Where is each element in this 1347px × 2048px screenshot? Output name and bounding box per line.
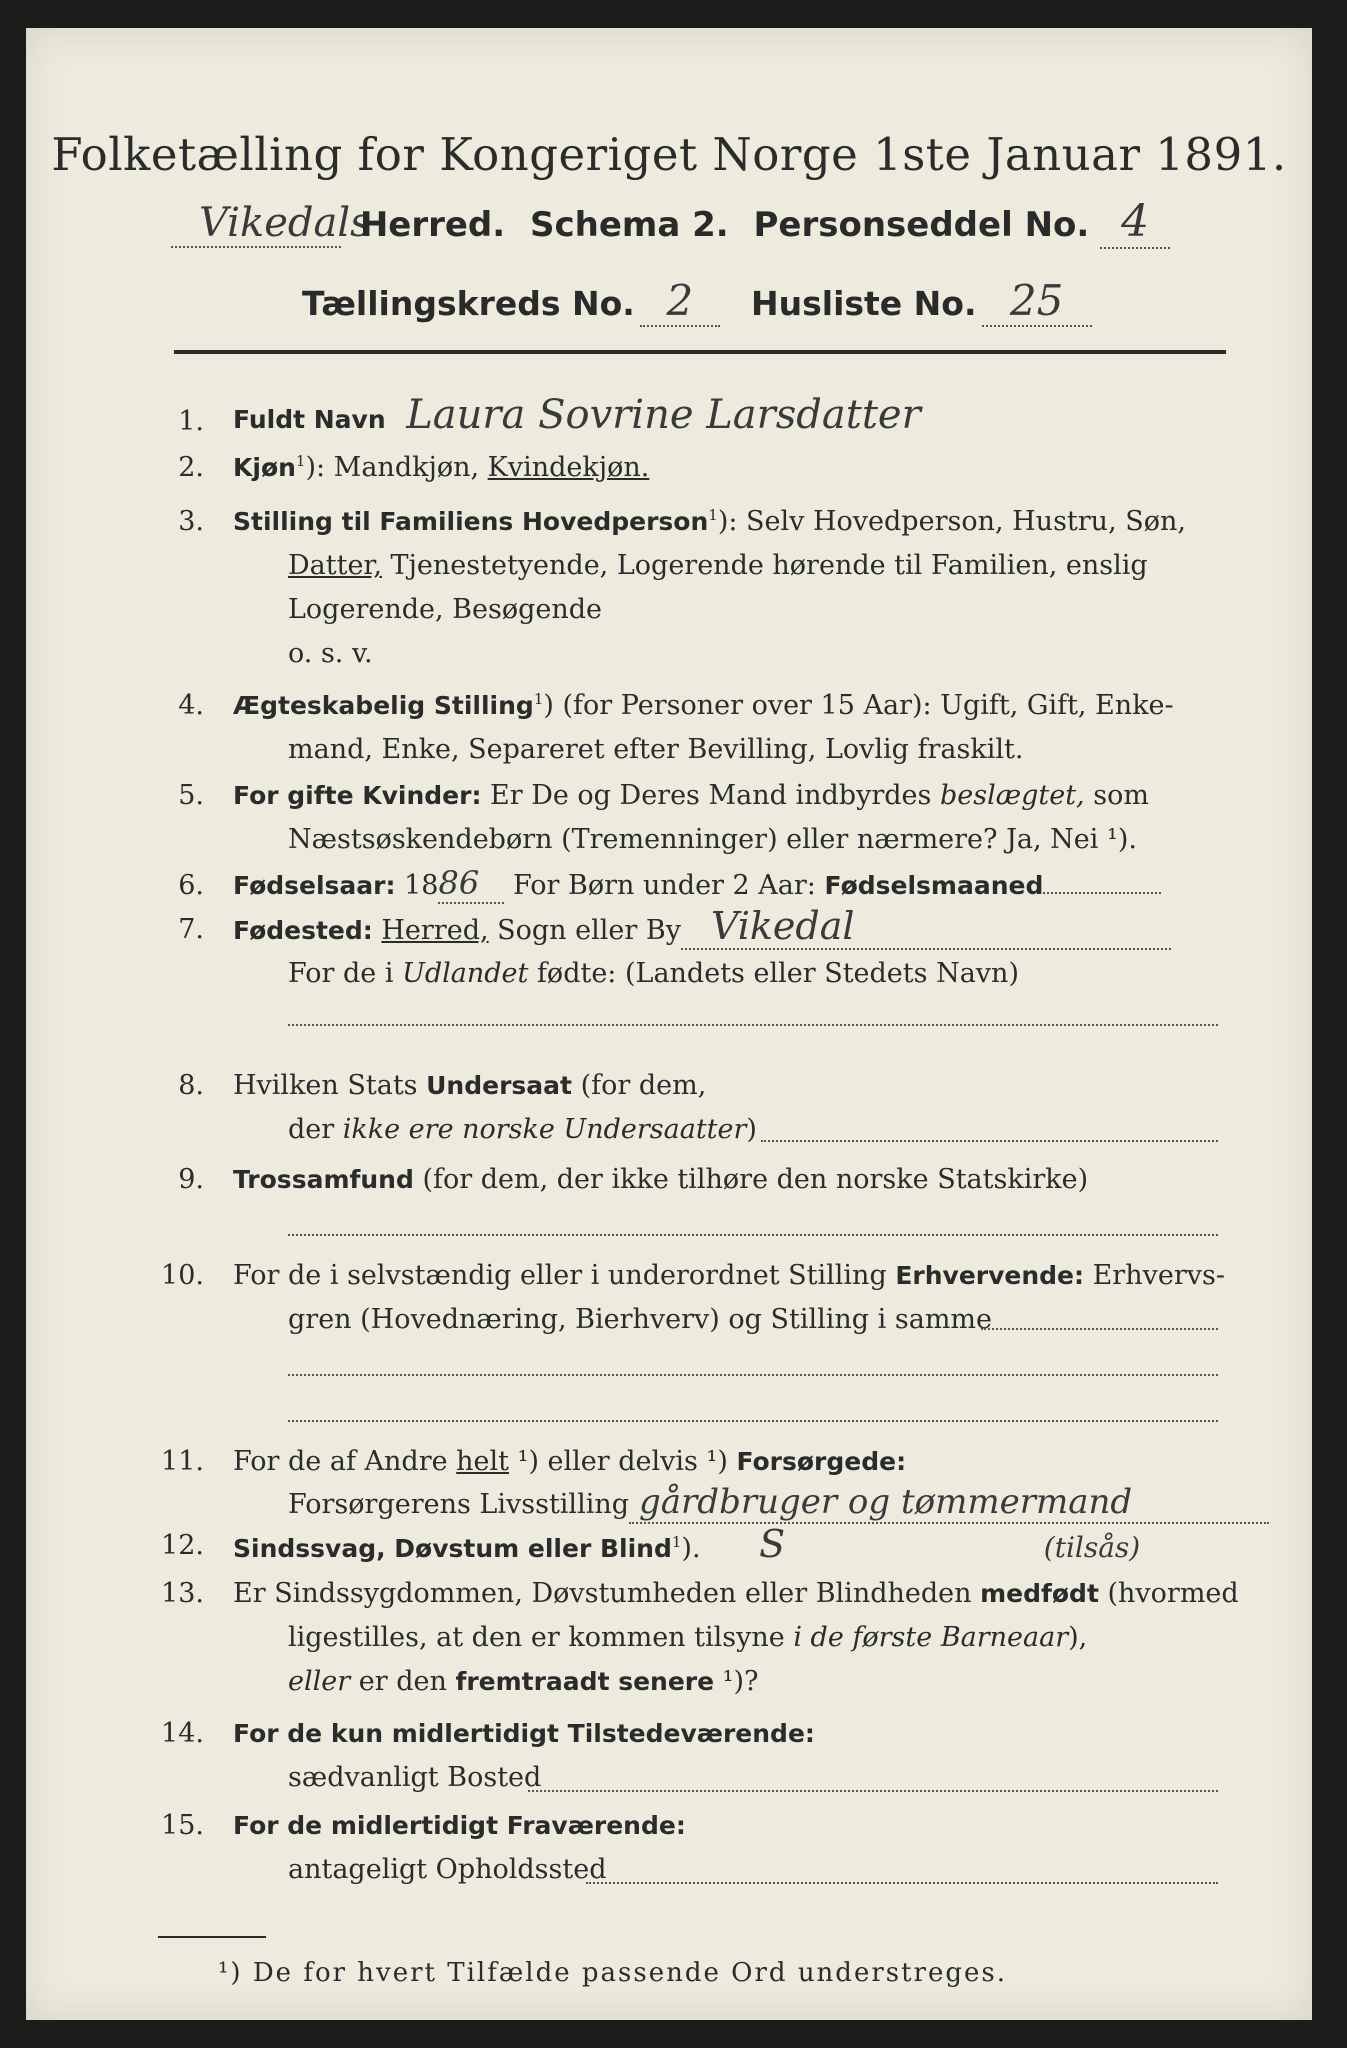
kreds-label: Tællingskreds No. bbox=[302, 284, 635, 323]
item-7-value: Vikedal bbox=[681, 904, 1171, 950]
item-7-number: 7. bbox=[178, 914, 204, 945]
item-7-line2-a: For de i bbox=[288, 958, 403, 989]
item-6-value: 86 bbox=[438, 864, 504, 904]
item-11-line1 bbox=[233, 1446, 906, 1477]
item-1-number: 1. bbox=[178, 406, 204, 437]
item-13-line1-a: Er Sindssygdommen, Døvstumheden eller Blindheden bbox=[233, 1578, 981, 1609]
item-7-label: Fødested: bbox=[233, 916, 373, 945]
item-6-birthyear bbox=[233, 864, 1161, 904]
item-3-line1 bbox=[233, 506, 1186, 537]
herred-row bbox=[171, 196, 1170, 249]
item-6-label2: Fødselsmaaned bbox=[824, 871, 1044, 900]
husliste-value: 25 bbox=[982, 276, 1092, 327]
item-3-line2-text: Tjenestetyende, Logerende hørende til Familien, enslig bbox=[381, 550, 1148, 581]
item-3-line2 bbox=[288, 550, 1148, 581]
item-7-birthplace bbox=[233, 904, 1171, 950]
item-9-line1-text: (for dem, der ikke tilhøre den norske Statskirke) bbox=[413, 1164, 1089, 1195]
kreds-row bbox=[302, 276, 1092, 327]
item-15-line2: antageligt Opholdssted bbox=[288, 1854, 607, 1885]
item-12-line1 bbox=[233, 1522, 1140, 1566]
item-10-dotline-b bbox=[288, 1374, 1218, 1376]
item-3-line1-text: ): Selv Hovedperson, Hustru, Søn, bbox=[717, 506, 1186, 537]
schema-label: Schema 2. bbox=[530, 205, 729, 245]
item-13-line3-i: eller bbox=[288, 1666, 351, 1697]
item-6-fill bbox=[1043, 872, 1161, 894]
item-6-prefix: 18 bbox=[395, 870, 439, 901]
item-9-number: 9. bbox=[178, 1164, 204, 1195]
item-15-dotline bbox=[586, 1882, 1218, 1884]
item-8-line2 bbox=[288, 1114, 757, 1145]
item-14-line2: sædvanligt Bosted bbox=[288, 1762, 542, 1793]
item-5-line1 bbox=[233, 780, 1149, 811]
item-11-line1-a: For de af Andre bbox=[233, 1446, 457, 1477]
item-13-line1 bbox=[233, 1578, 1239, 1609]
item-10-line1 bbox=[233, 1260, 1225, 1291]
item-4-sup: 1 bbox=[533, 690, 544, 708]
herred-label: Herred. bbox=[359, 205, 506, 245]
footnote: ¹) De for hvert Tilfælde passende Ord understreges. bbox=[218, 1958, 1008, 1988]
item-7-line2 bbox=[288, 958, 1019, 989]
item-1-label: Fuldt Navn bbox=[233, 405, 386, 434]
item-12-value: S bbox=[759, 1522, 786, 1566]
item-6-label: Fødselsaar: bbox=[233, 871, 396, 900]
item-13-label: medfødt bbox=[980, 1579, 1099, 1608]
item-5-line1-i: beslægtet, bbox=[939, 780, 1085, 811]
personseddel-value: 4 bbox=[1100, 196, 1170, 249]
item-2-number: 2. bbox=[178, 452, 204, 483]
header-rule bbox=[174, 350, 1226, 354]
item-6-rest: For Børn under 2 Aar: bbox=[504, 870, 825, 901]
item-13-label2: fremtraadt senere bbox=[455, 1667, 715, 1696]
item-10-line2: gren (Hovednæring, Bierhverv) og Stilling i samme bbox=[288, 1304, 993, 1335]
item-2-text-b: Kvindekjøn. bbox=[487, 452, 650, 483]
item-7-line2-b: fødte: (Landets eller Stedets Navn) bbox=[528, 958, 1019, 989]
item-4-line1 bbox=[233, 690, 1174, 721]
item-6-number: 6. bbox=[178, 870, 204, 901]
item-7-herred: Herred, bbox=[381, 915, 489, 946]
item-11-helt: helt bbox=[456, 1446, 510, 1477]
item-7-dotline bbox=[288, 1024, 1218, 1026]
item-8-dotline bbox=[761, 1140, 1218, 1142]
item-11-line2 bbox=[288, 1482, 1269, 1524]
item-8-line1-a: Hvilken Stats bbox=[233, 1070, 427, 1101]
item-10-line1-a: For de i selvstændig eller i underordnet Stilling bbox=[233, 1260, 896, 1291]
item-5-line2: Næstsøskendebørn (Tremenninger) eller nærmere? Ja, Nei ¹). bbox=[288, 824, 1137, 855]
footnote-rule bbox=[158, 1936, 266, 1938]
kreds-value: 2 bbox=[640, 276, 720, 327]
item-1-value: Laura Sovrine Larsdatter bbox=[406, 392, 921, 438]
item-11-line1-b: ¹) eller delvis ¹) bbox=[509, 1446, 737, 1477]
item-12-label: Sindssvag, Døvstum eller Blind bbox=[233, 1534, 672, 1563]
item-11-value: gårdbruger og tømmermand bbox=[629, 1482, 1269, 1524]
item-2-sup: 1 bbox=[295, 452, 306, 470]
item-11-line2-text: Forsørgerens Livsstilling bbox=[288, 1489, 630, 1520]
item-13-line2-i: i de første Barneaar bbox=[793, 1622, 1069, 1653]
item-2-label: Kjøn bbox=[233, 453, 296, 482]
item-13-line1-b: (hvormed bbox=[1098, 1578, 1239, 1609]
item-3-line4: o. s. v. bbox=[288, 638, 373, 669]
item-15-number: 15. bbox=[161, 1810, 204, 1841]
item-1-name bbox=[233, 392, 921, 438]
item-10-dotline-c bbox=[288, 1420, 1218, 1422]
item-10-dotline-a bbox=[981, 1328, 1218, 1330]
item-2-text-a: ): Mandkjøn, bbox=[305, 452, 480, 483]
item-10-label: Erhvervende: bbox=[895, 1261, 1085, 1290]
form-title: Folketælling for Kongeriget Norge 1ste Januar 1891. bbox=[51, 128, 1287, 181]
item-12-note: (tilsås) bbox=[1043, 1531, 1141, 1564]
item-13-line2-b: ), bbox=[1068, 1622, 1088, 1653]
item-10-line1-b: Erhvervs- bbox=[1084, 1260, 1225, 1291]
item-15-label: For de midlertidigt Fraværende: bbox=[233, 1811, 686, 1840]
item-13-line2-a: ligestilles, at den er kommen tilsyne bbox=[288, 1622, 794, 1653]
item-5-line1-b: som bbox=[1084, 780, 1149, 811]
item-4-number: 4. bbox=[178, 690, 204, 721]
item-5-number: 5. bbox=[178, 780, 204, 811]
item-15-line1 bbox=[233, 1810, 686, 1841]
item-5-label: For gifte Kvinder: bbox=[233, 781, 482, 810]
item-13-line3-a: er den bbox=[350, 1666, 456, 1697]
item-13-line2 bbox=[288, 1622, 1087, 1653]
item-8-line2-b: ) bbox=[746, 1114, 757, 1145]
item-8-line2-i: ikke ere norske Undersaatter bbox=[342, 1114, 747, 1145]
item-9-line1 bbox=[233, 1164, 1088, 1195]
item-5-line1-a: Er De og Deres Mand indbyrdes bbox=[481, 780, 940, 811]
item-12-number: 12. bbox=[161, 1530, 204, 1561]
herred-value: Vikedals bbox=[171, 200, 341, 248]
item-4-line1-text: ) (for Personer over 15 Aar): Ugift, Gift, Enke- bbox=[543, 690, 1174, 721]
item-12-close: ). bbox=[681, 1533, 701, 1564]
item-3-sup: 1 bbox=[708, 506, 718, 524]
item-14-line1 bbox=[233, 1718, 815, 1749]
item-8-label: Undersaat bbox=[426, 1071, 572, 1100]
item-9-dotline bbox=[288, 1234, 1218, 1236]
item-8-line1 bbox=[233, 1070, 706, 1101]
item-9-label: Trossamfund bbox=[233, 1165, 414, 1194]
item-4-line2: mand, Enke, Separeret efter Bevilling, Lovlig fraskilt. bbox=[288, 734, 1024, 765]
item-13-number: 13. bbox=[161, 1578, 204, 1609]
item-2-gender bbox=[233, 452, 649, 483]
item-3-label: Stilling til Familiens Hovedperson bbox=[233, 507, 709, 536]
item-14-label: For de kun midlertidigt Tilstedeværende: bbox=[233, 1719, 815, 1748]
item-3-datter: Datter, bbox=[288, 550, 382, 581]
item-14-number: 14. bbox=[161, 1718, 204, 1749]
item-11-number: 11. bbox=[161, 1446, 204, 1477]
item-3-line3: Logerende, Besøgende bbox=[288, 594, 602, 625]
item-11-label: Forsørgede: bbox=[736, 1447, 907, 1476]
item-13-line3-b: ¹)? bbox=[714, 1666, 759, 1697]
item-10-number: 10. bbox=[161, 1260, 204, 1291]
item-7-rest: Sogn eller By bbox=[488, 915, 681, 946]
item-7-line2-i: Udlandet bbox=[402, 958, 529, 989]
item-12-sup: 1 bbox=[671, 1533, 682, 1551]
census-form-sheet bbox=[26, 28, 1312, 2020]
personseddel-label: Personseddel No. bbox=[753, 205, 1090, 245]
husliste-label: Husliste No. bbox=[751, 284, 977, 323]
item-8-line1-b: (for dem, bbox=[571, 1070, 707, 1101]
item-14-dotline bbox=[528, 1790, 1218, 1792]
item-8-number: 8. bbox=[178, 1070, 204, 1101]
item-4-label: Ægteskabelig Stilling bbox=[233, 691, 534, 720]
item-8-line2-a: der bbox=[288, 1114, 343, 1145]
item-13-line3 bbox=[288, 1666, 759, 1697]
item-3-number: 3. bbox=[178, 506, 204, 537]
